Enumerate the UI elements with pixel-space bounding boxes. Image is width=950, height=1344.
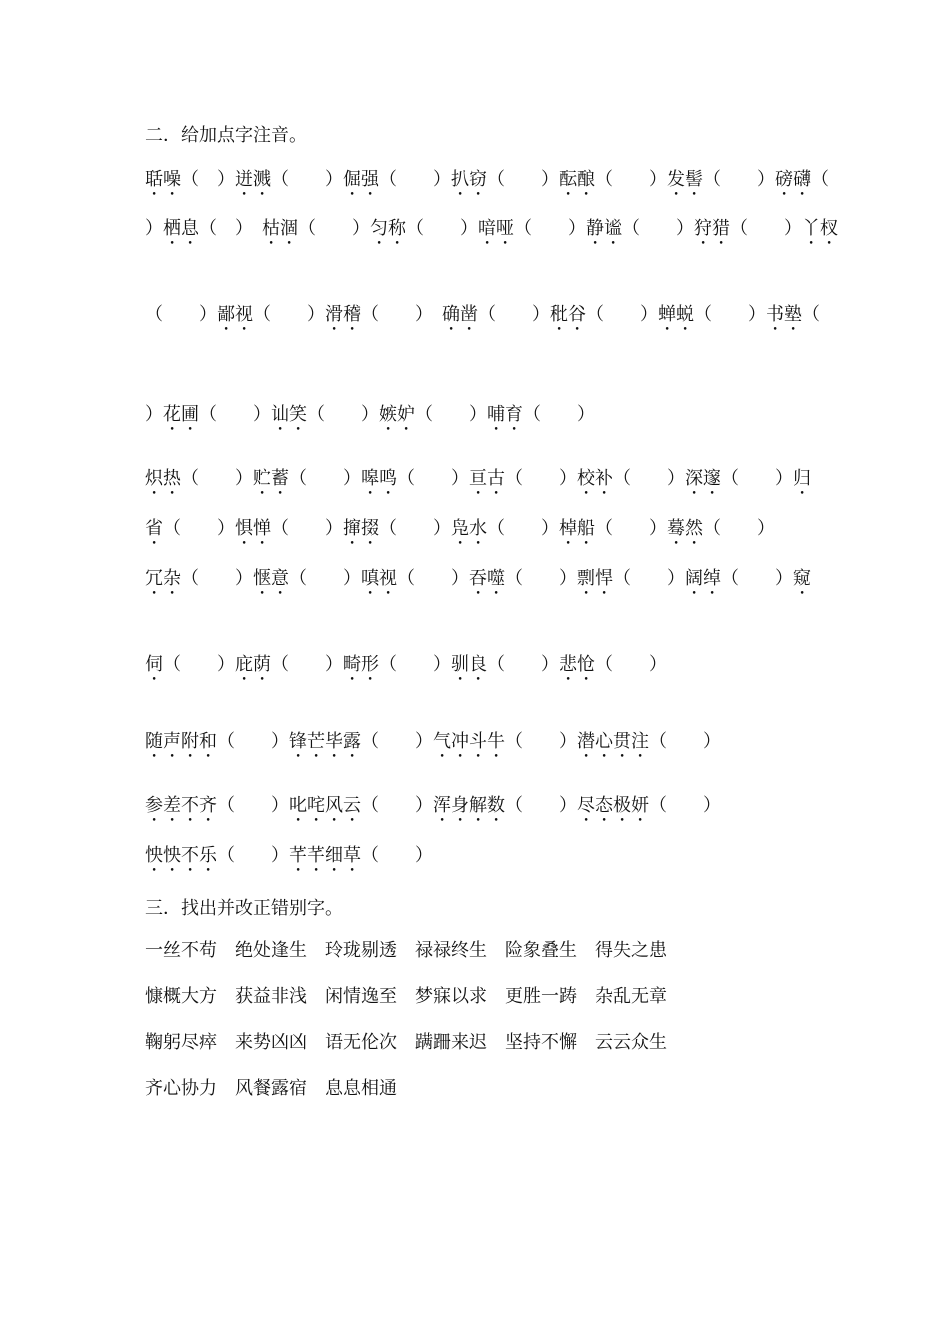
pinyin-line-3: （ ）鄙视（ ）滑稽（ ） 确凿（ ）秕谷（ ）蝉蜕（ ）书塾（ (145, 304, 820, 325)
pinyin-line-2: ）栖息（ ） 枯涸（ ）匀称（ ）喑哑（ ）静谧（ ）狩猎（ ）丫杈 (145, 218, 838, 239)
pinyin-line-5: 炽热（ ）贮蓄（ ）嗥鸣（ ）亘古（ ）校补（ ）深邃（ ）归 (145, 468, 811, 489)
idiom-line-2: 参差不齐（ ）叱咤风云（ ）浑身解数（ ）尽态极妍（ ） (145, 795, 721, 816)
pinyin-line-6: 省（ ）惧惮（ ）撺掇（ ）凫水（ ）棹船（ ）蓦然（ ） (145, 518, 775, 539)
correction-line-3: 鞠躬尽瘁 来势凶凶 语无伦次 蹒跚来迟 坚持不懈 云云众生 (145, 1032, 667, 1053)
pinyin-line-8: 伺（ ）庇荫（ ）畸形（ ）驯良（ ）悲怆（ ） (145, 654, 667, 675)
idiom-line-3: 怏怏不乐（ ）芊芊细草（ ） (145, 845, 433, 866)
section-three-heading: 三．找出并改正错别字。 (145, 898, 343, 919)
section-two-heading: 二．给加点字注音。 (145, 125, 307, 146)
pinyin-line-1: 聒噪（ ）迸溅（ ）倔强（ ）扒窃（ ）酝酿（ ）发髻（ ）磅礴（ (145, 169, 829, 190)
correction-line-4: 齐心协力 风餐露宿 息息相通 (145, 1078, 397, 1099)
idiom-line-1: 随声附和（ ）锋芒毕露（ ）气冲斗牛（ ）潜心贯注（ ） (145, 731, 721, 752)
correction-line-2: 慷概大方 获益非浅 闲情逸至 梦寐以求 更胜一踌 杂乱无章 (145, 986, 667, 1007)
pinyin-line-4: ）花圃（ ）讪笑（ ）嫉妒（ ）哺育（ ） (145, 404, 595, 425)
correction-line-1: 一丝不苟 绝处逢生 玲珑剔透 禄禄终生 险象叠生 得失之患 (145, 940, 667, 961)
pinyin-line-7: 冗杂（ ）惬意（ ）嗔视（ ）吞噬（ ）剽悍（ ）阔绰（ ）窥 (145, 568, 811, 589)
